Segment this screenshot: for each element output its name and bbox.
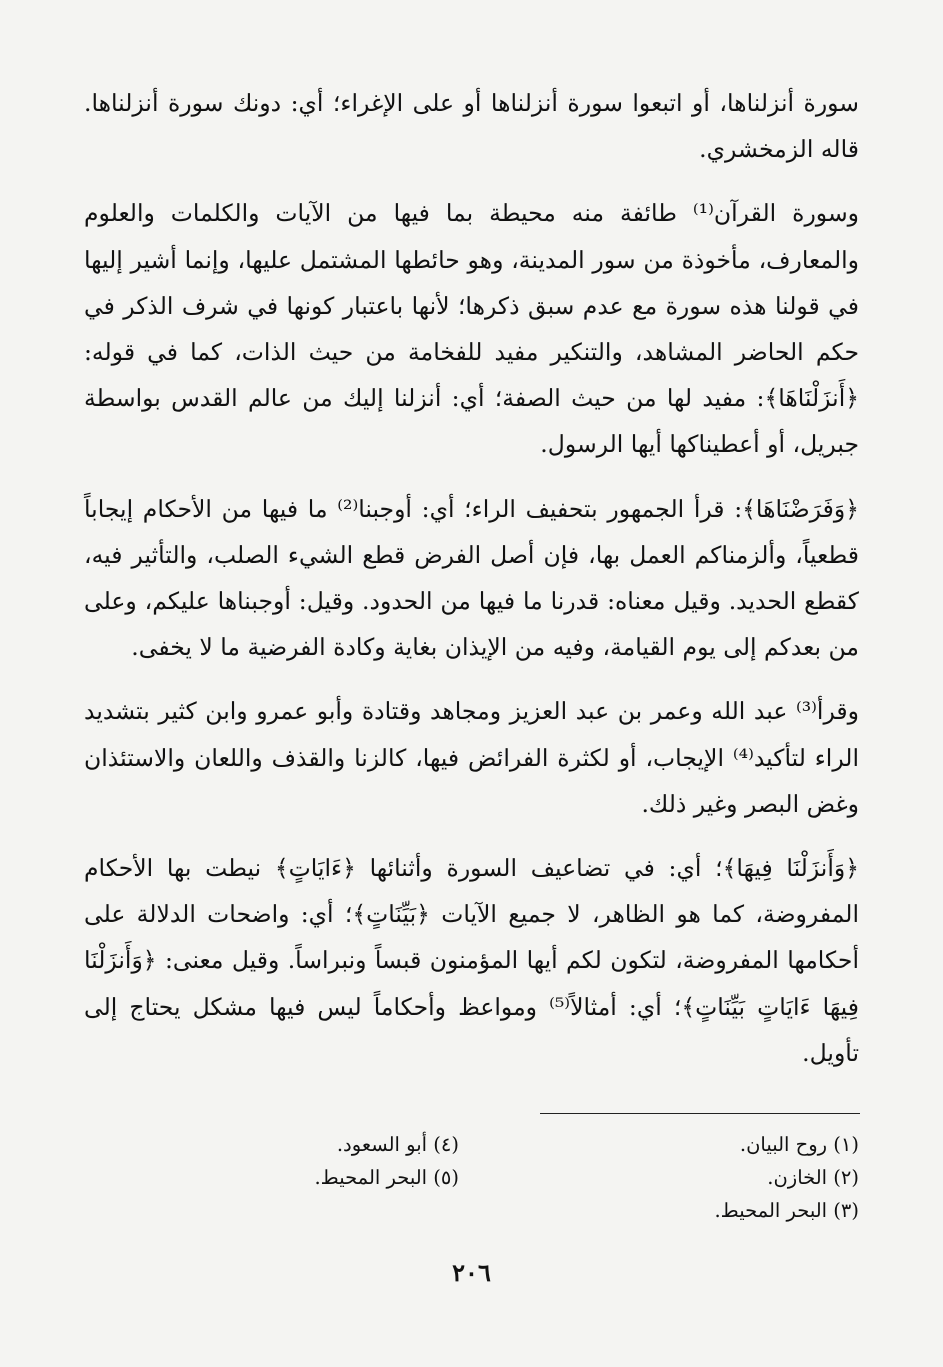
main-text bbox=[84, 80, 859, 1094]
footnote-5: (٥) البحر المحيط. bbox=[314, 1166, 459, 1189]
paragraph-4: وقرأ⁽³⁾ عبد الله وعمر بن عبد العزيز ومجاهد وقتادة وأبو عمرو وابن كثير بتشديد الراء لتأكيد⁽⁴⁾ الإيجاب، أو لكثرة الفرائض فيها، كالزنا والقذف واللعان والاستئذان وغض البصر وغير ذلك. bbox=[84, 697, 859, 818]
footnotes-column-left bbox=[99, 1128, 459, 1194]
footnote-1: (١) روح البيان. bbox=[739, 1133, 859, 1156]
footnote-3: (٣) البحر المحيط. bbox=[714, 1199, 859, 1222]
footnote-divider bbox=[540, 1113, 860, 1114]
footnote-2: (٢) الخازن. bbox=[767, 1166, 859, 1189]
page-number: ٢٠٦ bbox=[452, 1258, 491, 1287]
paragraph-2: وسورة القرآن⁽¹⁾ طائفة منه محيطة بما فيها من الآيات والكلمات والعلوم والمعارف، مأخوذة من سور المدينة، وهو حائطها المشتمل عليها، وإنما أشير إليها في قولنا هذه سورة مع عدم سبق ذكرها؛ لأنها باعتبار كونها في شرف الذكر في حكم الحاضر المشاهد، والتنكير مفيد للفخامة من حيث الذات، كما في قوله: ﴿أَنزَلْنَاهَا﴾: مفيد لها من حيث الصفة؛ أي: أنزلنا إليك من عالم القدس بواسطة جبريل، أو أعطيناكها أيها الرسول. bbox=[84, 199, 859, 459]
paragraph-5: ﴿وَأَنزَلْنَا فِيهَا﴾؛ أي: في تضاعيف السورة وأثنائها ﴿ءَايَاتٍ﴾ نيطت بها الأحكام المفروضة، كما هو الظاهر، لا جميع الآيات ﴿بَيِّنَاتٍ﴾؛ أي: واضحات الدلالة على أحكامها المفروضة، لتكون لكم أيها المؤمنون قبساً ونبراساً. وقيل معنى: ﴿وَأَنزَلْنَا فِيهَا ءَايَاتٍ بَيِّنَاتٍ﴾؛ أي: أمثالاً⁽⁵⁾ ومواعظ وأحكاماً ليس فيها مشكل يحتاج إلى تأويل. bbox=[84, 854, 859, 1067]
footnotes-column-right bbox=[499, 1128, 859, 1227]
footnote-4: (٤) أبو السعود. bbox=[336, 1133, 459, 1156]
footnotes bbox=[84, 1128, 859, 1240]
paragraph-3: ﴿وَفَرَضْنَاهَا﴾: قرأ الجمهور بتحفيف الراء؛ أي: أوجبنا⁽²⁾ ما فيها من الأحكام إيجاباً قطعياً، وألزمناكم العمل بها، فإن أصل الفرض قطع الشيء الصلب، والتأثير فيه، كقطع الحديد. وقيل معناه: قدرنا ما فيها من الحدود. وقيل: أوجبناها عليكم، وعلى من بعدكم إلى يوم القيامة، وفيه من الإيذان بغاية وكادة الفرضية ما لا يخفى. bbox=[84, 494, 859, 662]
paragraph-1: سورة أنزلناها، أو اتبعوا سورة أنزلناها أو على الإغراء؛ أي: دونك سورة أنزلناها. قاله الزمخشري. bbox=[84, 89, 859, 164]
